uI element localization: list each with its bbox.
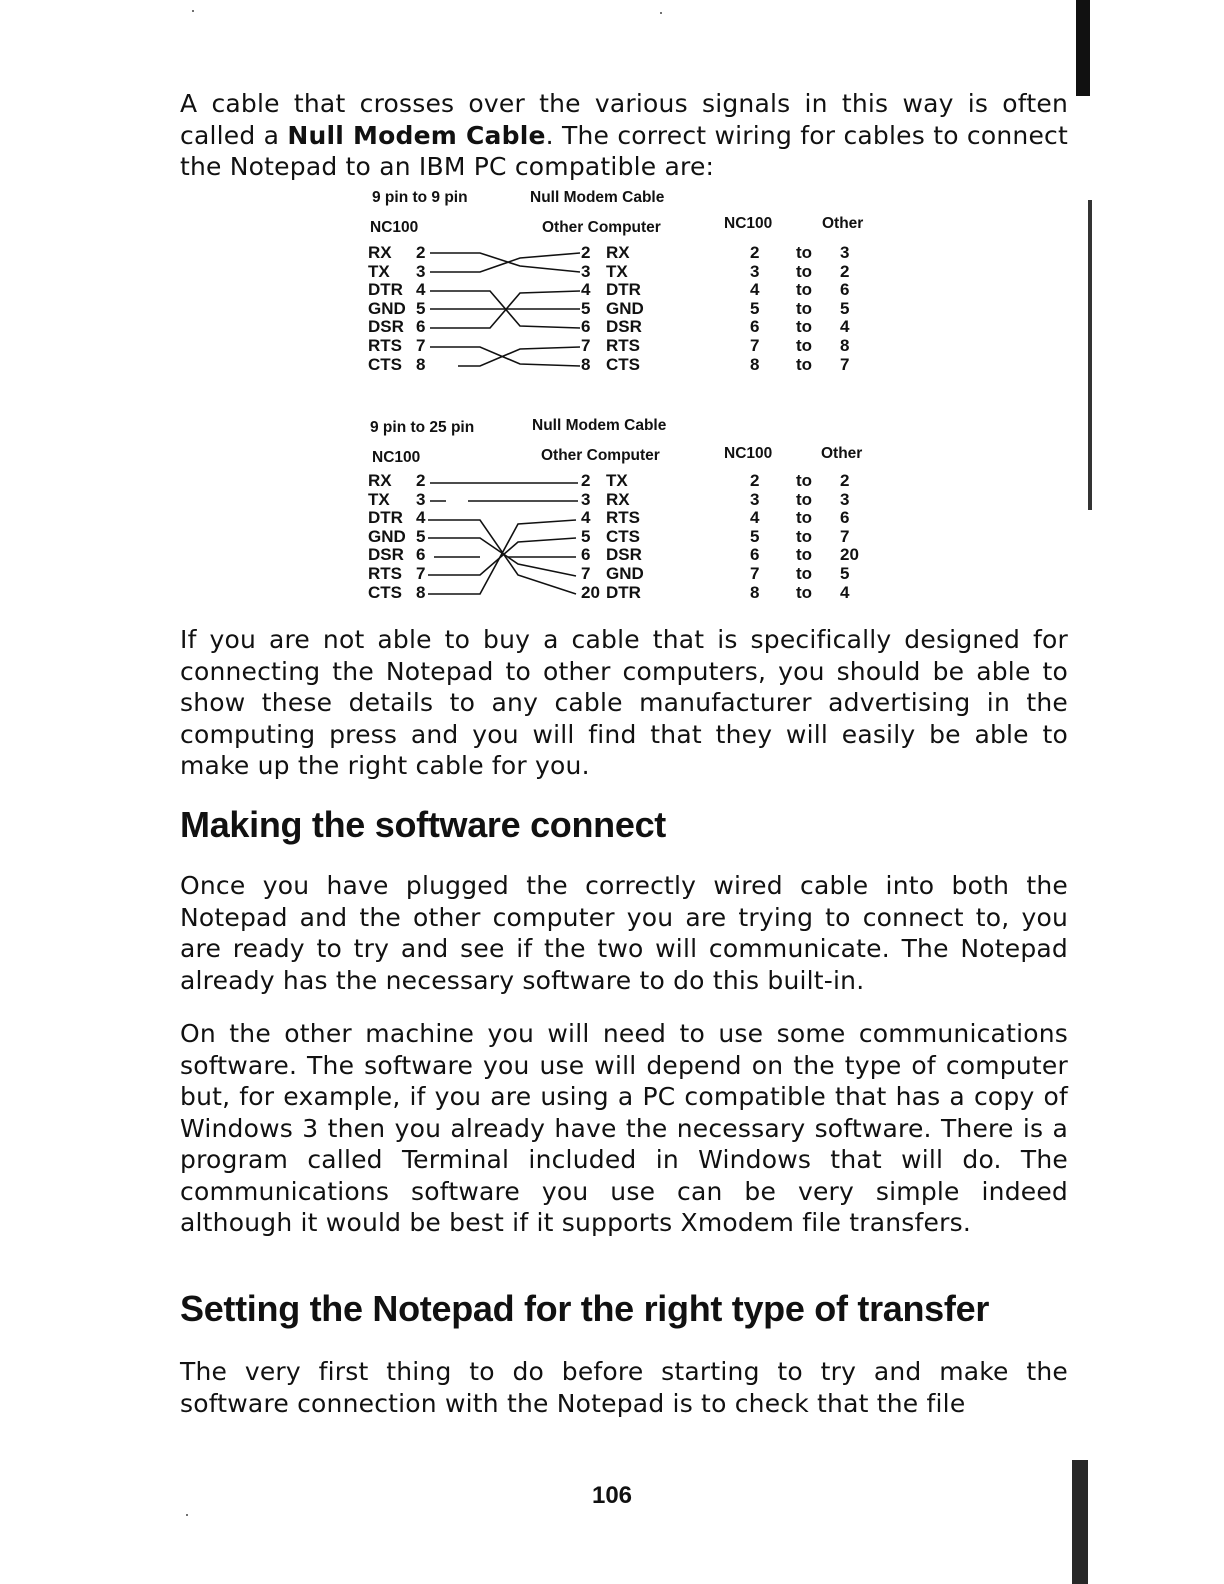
table-title: 9 pin to 9 pin — [372, 189, 468, 206]
heading-making-software-connect: Making the software connect — [180, 804, 666, 845]
cell-lp: 3 — [416, 489, 426, 509]
cell-rp: 6 — [581, 317, 591, 337]
other-machine-paragraph: On the other machine you will need to use some communications software. The software you use will depend on the type of computer but, for example, if you are using a PC compatible that has a copy of Windows 3 then you already have the necessary software. There is a program called Terminal included in Windows that will do. The communications software you use can be very simple indeed although it would be best if it supports Xmodem file transfers. — [180, 1019, 1068, 1237]
cell-to: to — [796, 508, 813, 528]
cell-lp: 5 — [416, 526, 426, 546]
cell-rp: 5 — [581, 526, 591, 546]
cell-ln: DSR — [368, 545, 404, 565]
header-other-right: Other — [821, 445, 863, 462]
cell-to: to — [796, 526, 813, 546]
cell-rn: RTS — [606, 508, 640, 528]
cell-a: 7 — [750, 564, 760, 583]
cell-ln: DTR — [368, 280, 403, 300]
cell-to: to — [796, 261, 813, 281]
cell-a: 4 — [750, 280, 760, 300]
cell-a: 8 — [750, 582, 760, 602]
cell-rn: DTR — [606, 280, 641, 300]
cell-b: 4 — [840, 317, 850, 337]
cell-ln: RTS — [368, 336, 402, 355]
cell-to: to — [796, 298, 813, 318]
cell-lp: 2 — [416, 243, 426, 262]
header-other-computer: Other Computer — [542, 219, 661, 236]
cell-rp: 2 — [581, 243, 591, 262]
wire-rts-7 — [430, 347, 580, 366]
scan-speck — [186, 1514, 188, 1516]
cell-lp: 4 — [416, 280, 426, 300]
cell-lp: 6 — [416, 317, 426, 337]
cell-b: 7 — [840, 526, 850, 546]
cell-b: 7 — [840, 354, 850, 374]
cell-ln: RTS — [368, 564, 402, 583]
cell-to: to — [796, 354, 813, 374]
header-nc100-left: NC100 — [372, 449, 421, 466]
plugged-cable-paragraph: Once you have plugged the correctly wired cable into both the Notepad and the other computer you are trying to connect to, you are ready to try and see if the two will communicate. The Notepad already has the necessary software to do this built-in. — [180, 871, 1068, 995]
cell-a: 5 — [750, 298, 760, 318]
cell-b: 6 — [840, 508, 850, 528]
heading-setting-notepad: Setting the Notepad for the right type of transfer — [180, 1288, 990, 1329]
cell-to: to — [796, 564, 813, 583]
cell-rn: GND — [606, 564, 644, 583]
cell-a: 8 — [750, 354, 760, 374]
cell-b: 3 — [840, 243, 850, 262]
cell-lp: 8 — [416, 354, 426, 374]
cell-to: to — [796, 280, 813, 300]
cell-a: 3 — [750, 489, 760, 509]
cell-rp: 7 — [581, 336, 591, 355]
scan-speck — [192, 10, 194, 12]
cell-lp: 7 — [416, 336, 426, 355]
intro-text-2: . The correct wiring for cables to connect the Notepad to an IBM PC compatible are: — [180, 120, 1068, 181]
cell-rp: 4 — [581, 280, 591, 300]
table-cable-caption: Null Modem Cable — [530, 189, 665, 206]
cell-rp: 6 — [581, 545, 591, 565]
cell-b: 4 — [840, 582, 850, 602]
cell-a: 6 — [750, 545, 760, 565]
cell-b: 2 — [840, 471, 850, 490]
intro-text-1: A cable that crosses over the various signals in this way is often called a — [180, 89, 1068, 150]
scan-edge-shadow-middle — [1088, 200, 1092, 510]
cell-ln: GND — [368, 298, 406, 318]
cell-b: 6 — [840, 280, 850, 300]
cell-b: 3 — [840, 489, 850, 509]
cell-lp: 3 — [416, 261, 426, 281]
header-nc100-right: NC100 — [724, 215, 773, 232]
cell-to: to — [796, 582, 813, 602]
cell-rp: 20 — [581, 582, 600, 602]
scan-edge-shadow-top — [1076, 0, 1090, 96]
cell-b: 5 — [840, 564, 850, 583]
cell-ln: TX — [368, 489, 390, 509]
scan-edge-shadow-bottom — [1072, 1460, 1088, 1584]
buy-cable-paragraph: If you are not able to buy a cable that is specifically designed for connecting the Notepad to other computers, you should be able to show these details to any cable manufacturer advertising in the computing press and you will find that they will easily be able to make up the right cable for you. — [180, 625, 1068, 780]
page-number: 106 — [591, 1482, 633, 1509]
cell-rn: DSR — [606, 317, 642, 337]
first-thing-paragraph: The very first thing to do before starting to try and make the software connection with the Notepad is to check that the file — [180, 1357, 1068, 1418]
cell-rn: TX — [606, 261, 628, 281]
cell-rn: CTS — [606, 526, 640, 546]
cell-ln: RX — [368, 471, 392, 490]
cell-a: 2 — [750, 471, 760, 490]
cell-lp: 5 — [416, 298, 426, 318]
header-other-right: Other — [822, 215, 864, 232]
header-nc100-right: NC100 — [724, 445, 773, 462]
cell-ln: DSR — [368, 317, 404, 337]
cell-rp: 8 — [581, 354, 591, 374]
cell-rn: CTS — [606, 354, 640, 374]
cell-b: 8 — [840, 336, 850, 355]
cell-ln: GND — [368, 526, 406, 546]
cell-rn: TX — [606, 471, 628, 490]
cell-to: to — [796, 471, 813, 490]
cell-rn: DSR — [606, 545, 642, 565]
table-cable-caption: Null Modem Cable — [532, 417, 667, 434]
cell-rn: DTR — [606, 582, 641, 602]
cell-rn: RX — [606, 489, 630, 509]
header-other-computer: Other Computer — [541, 447, 660, 464]
cell-to: to — [796, 317, 813, 337]
cell-a: 6 — [750, 317, 760, 337]
cell-rn: RX — [606, 243, 630, 262]
cell-to: to — [796, 336, 813, 355]
cell-rp: 4 — [581, 508, 591, 528]
cell-rn: GND — [606, 298, 644, 318]
cell-lp: 7 — [416, 564, 426, 583]
cell-rp: 7 — [581, 564, 591, 583]
header-nc100-left: NC100 — [370, 219, 419, 236]
null-modem-cable-term: Null Modem Cable — [287, 120, 546, 150]
cell-b: 2 — [840, 261, 850, 281]
cell-lp: 6 — [416, 545, 426, 565]
intro-paragraph — [180, 88, 1068, 183]
cell-ln: TX — [368, 261, 390, 281]
cell-rp: 3 — [581, 261, 591, 281]
cell-lp: 4 — [416, 508, 426, 528]
cell-ln: RX — [368, 243, 392, 262]
cell-to: to — [796, 545, 813, 565]
table-title: 9 pin to 25 pin — [370, 419, 475, 436]
cell-a: 5 — [750, 526, 760, 546]
cell-rp: 3 — [581, 489, 591, 509]
cell-rp: 2 — [581, 471, 591, 490]
cell-rp: 5 — [581, 298, 591, 318]
cell-ln: CTS — [368, 354, 402, 374]
scan-speck — [660, 12, 662, 14]
cell-to: to — [796, 243, 813, 262]
cell-ln: CTS — [368, 582, 402, 602]
cell-lp: 2 — [416, 471, 426, 490]
cell-a: 7 — [750, 336, 760, 355]
cell-b: 20 — [840, 545, 859, 565]
cell-a: 3 — [750, 261, 760, 281]
cell-ln: DTR — [368, 508, 403, 528]
cell-rn: RTS — [606, 336, 640, 355]
cell-lp: 8 — [416, 582, 426, 602]
cell-to: to — [796, 489, 813, 509]
cell-a: 2 — [750, 243, 760, 262]
cell-a: 4 — [750, 508, 760, 528]
cell-b: 5 — [840, 298, 850, 318]
